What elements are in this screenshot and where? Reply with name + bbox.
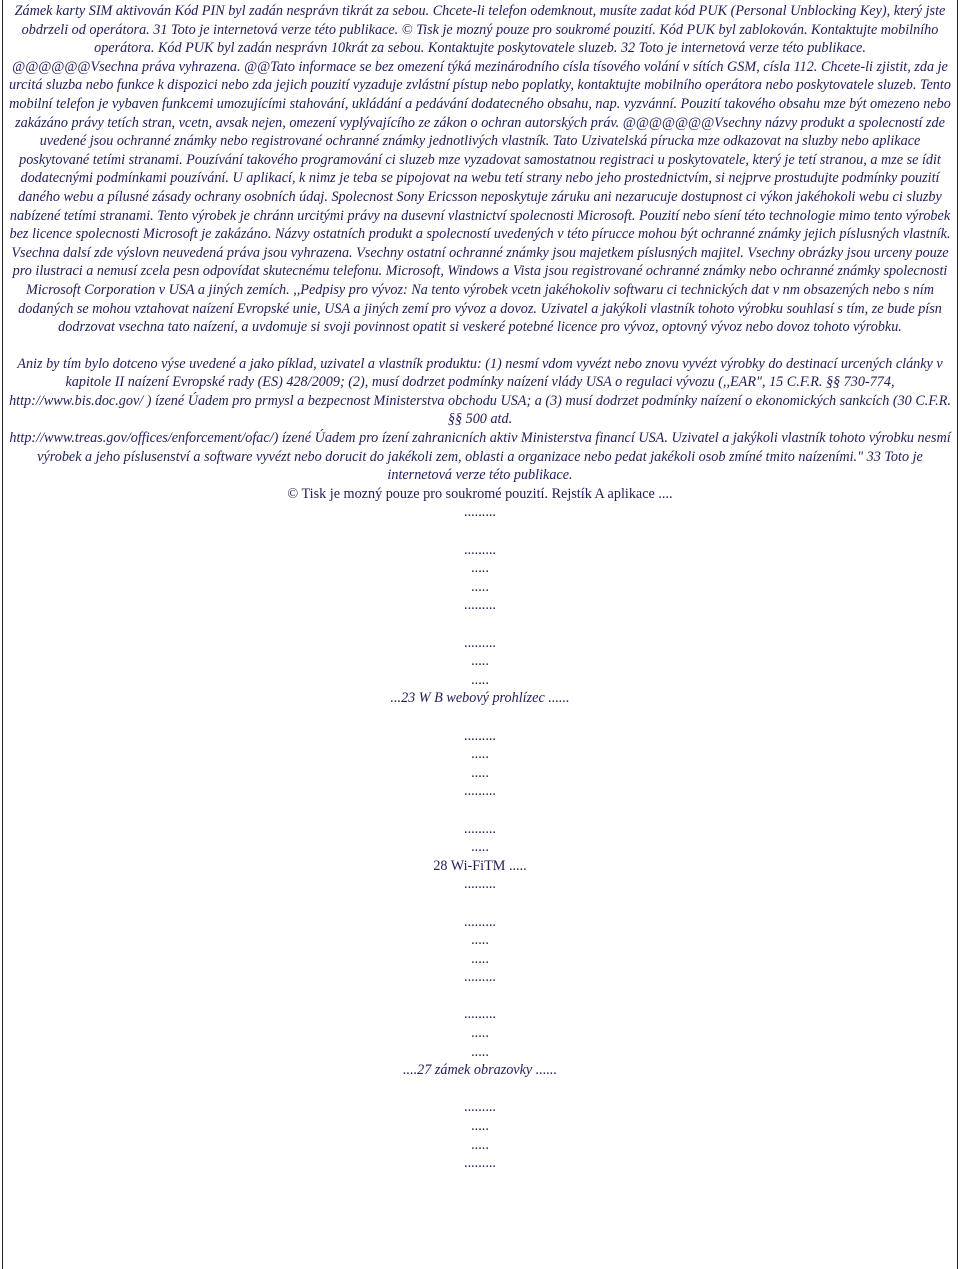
toc-leader-dots: ..... bbox=[471, 839, 489, 856]
toc-leader-dots bbox=[0, 708, 960, 727]
toc-intro: © Tisk je mozný pouze pro soukromé pouzití. Rejstík A aplikace .... bbox=[287, 485, 673, 502]
toc-leader-dots: ......... bbox=[464, 1006, 496, 1023]
toc-leader-dots: ......... bbox=[464, 504, 496, 521]
toc-dots-group-a bbox=[0, 503, 960, 689]
toc-leader-dots: ......... bbox=[464, 969, 496, 986]
toc-dots-group-c bbox=[0, 875, 960, 1061]
toc-leader-dots: ..... bbox=[471, 1025, 489, 1042]
toc-leader-dots bbox=[0, 894, 960, 913]
spacer bbox=[0, 337, 960, 355]
paragraph-sim-lock: Zámek karty SIM aktivován Kód PIN byl zadán nesprávn tikrát za sebou. Chcete-li telefon odemknout, musíte zadat kód PUK (Personal Unblocking Key), který jste obdrzeli od operátora. 31 Toto je internetová verze této publikace. © Tisk je mozný pouze pro soukromé pouzití. Kód PUK byl zablokován. Kontaktujte mobilního operátora. Kód PUK byl zadán nesprávn 10krát za sebou. Kontaktujte poskytovatele sluzeb. 32 Toto je internetová verze této publikace. bbox=[14, 3, 946, 57]
toc-leader-dots: ......... bbox=[464, 597, 496, 614]
toc-leader-dots: ..... bbox=[471, 746, 489, 763]
toc-leader-dots: ......... bbox=[464, 541, 496, 558]
toc-dots-group-d bbox=[0, 1080, 960, 1173]
toc-leader-dots bbox=[0, 1080, 960, 1099]
toc-entry-web-browser: ...23 W B webový prohlízec ...... bbox=[390, 690, 570, 707]
toc-leader-dots bbox=[0, 522, 960, 541]
toc-leader-dots: ......... bbox=[464, 727, 496, 744]
toc-leader-dots: ......... bbox=[464, 876, 496, 893]
document-body bbox=[0, 2, 960, 1173]
toc-leader-dots: ......... bbox=[464, 1155, 496, 1172]
toc-leader-dots: ......... bbox=[464, 634, 496, 651]
paragraph-ofac: http://www.treas.gov/offices/enforcement/ofac/) ízené Úadem pro ízení zahranicních aktiv Ministerstva financí USA. Uzivatel a jakýkoli vlastník tohoto výrobku nesmí výrobek a jeho píslusenství a software vyvézt nebo dorucit do jakékoli zem, oblasti a organizace nebo pedat jakékoli osob zmíné tmito naízeními." 33 Toto je internetová verze této publikace. bbox=[9, 430, 951, 484]
toc-leader-dots bbox=[0, 615, 960, 634]
toc-leader-dots: ..... bbox=[471, 950, 489, 967]
toc-leader-dots bbox=[0, 801, 960, 820]
toc-leader-dots: ..... bbox=[471, 1043, 489, 1060]
toc-leader-dots: ......... bbox=[464, 1099, 496, 1116]
toc-leader-dots: ......... bbox=[464, 820, 496, 837]
toc-leader-dots: ......... bbox=[464, 783, 496, 800]
toc-dots-group-b bbox=[0, 708, 960, 857]
toc-leader-dots bbox=[0, 987, 960, 1006]
paragraph-export-rules: Aniz by tím bylo dotceno výse uvedené a jako píklad, uzivatel a vlastník produktu: (1) nesmí vdom vyvézt nebo znovu vyvézt výrobky do destinací urcených clánky v kapitole II naízení Evropské rady (ES) 428/2009; (2), musí dodrzet podmínky naízení vlády USA o regulaci vývozu (,,EAR", 15 C.F.R. §§ 730-774, http://www.bis.doc.gov/ ) ízené Úadem pro prmysl a bezpecnost Ministerstva obchodu USA; a (3) musí dodrzet podmínky naízení o ekonomických sankcích (30 C.F.R. §§ 500 atd. bbox=[9, 355, 951, 428]
toc-leader-dots: ..... bbox=[471, 578, 489, 595]
toc-leader-dots: ..... bbox=[471, 653, 489, 670]
toc-leader-dots: ......... bbox=[464, 913, 496, 930]
toc-leader-dots: ..... bbox=[471, 1136, 489, 1153]
toc-leader-dots: ..... bbox=[471, 764, 489, 781]
paragraph-legal-notice: @@@@@@Vsechna práva vyhrazena. @@Tato informace se bez omezení týká mezinárodního císla tísového volání v sítích GSM, císla 112. Chcete-li zjistit, zda je urcitá sluzba nebo funkce k dispozici nebo zda jejich pouzití vyzaduje zvlástní pístup nebo poplatky, kontaktujte mobilního operátora nebo poskytovatele sluzeb. Tento mobilní telefon je vybaven funkcemi umozujícími stahování, ukládání a pedávání dodatecného obsahu, nap. vyzvánní. Pouzití takového obsahu mze být omezeno nebo zakázáno právy tetích stran, vcetn, avsak nejen, omezení vyplývajícího ze zákon o ochran autorských práv. @@@@@@@Vsechny názvy produkt a spolecností zde uvedené jsou ochranné známky nebo registrované ochranné známky jednotlivých vlastník. Tato Uzivatelská pírucka mze odkazovat na sluzby nebo aplikace poskytované tetími stranami. Pouzívání takového programování ci sluzeb mze vyzadovat samostatnou registraci u poskytovatele, který je tetí stranou, a mze se ídit dodatecnými podmínkami pouzívání. U aplikací, k nimz je teba se pipojovat na webu tetí strany nebo jeho prostednictvím, si nejprve prostudujte podmínky pouzití daného webu a pílusné zásady ochrany osobních údaj. Spolecnost Sony Ericsson neposkytuje záruku ani nezarucuje dostupnost ci výkon jakéhokoli webu ci sluzby nabízené tetími stranami. Tento výrobek je chránn urcitými právy na dusevní vlastnictví spolecnosti Microsoft. Pouzití nebo síení této technologie mimo tento výrobek bez licence spolecnosti Microsoft je zakázáno. Názvy ostatních produkt a spolecností uvedených v této pírucce mohou být ochranné známky jejich píslusných vlastník. Vsechna dalsí zde výslovn neuvedená práva jsou vyhrazena. Vsechny ostatní ochranné známky jsou majetkem píslusných majitel. Vsechny obrázky jsou urceny pouze pro ilustraci a nemusí zcela pesn odpovídat skutecnému telefonu. Microsoft, Windows a Vista jsou registrované ochranné známky nebo ochranné známky spolecnosti Microsoft Corporation v USA a jiných zemích. ,,Pedpisy pro vývoz: Na tento výrobek vcetn jakéhokoliv softwaru ci technických dat v nm obsazených nebo s ním dodaných se mohou vztahovat naízení Evropské unie, USA a jiných zemí pro vývoz a dovoz. Uzivatel a jakýkoli vlastník tohoto výrobku souhlasí s tím, ze bude písn dodrzovat vsechna tato naízení, a uvdomuje si svoji povinnost opatit si veskeré potebné licence pro vývoz, optovný vývoz nebo dovoz tohoto výrobku. bbox=[9, 58, 951, 336]
toc-entry-screen-lock: ....27 zámek obrazovky ...... bbox=[402, 1062, 558, 1079]
toc-entry-wifi: 28 Wi-FiTM ..... bbox=[433, 857, 527, 874]
toc-leader-dots: ..... bbox=[471, 1118, 489, 1135]
toc-leader-dots: ..... bbox=[471, 560, 489, 577]
toc-leader-dots: ..... bbox=[471, 671, 489, 688]
toc-leader-dots: ..... bbox=[471, 932, 489, 949]
